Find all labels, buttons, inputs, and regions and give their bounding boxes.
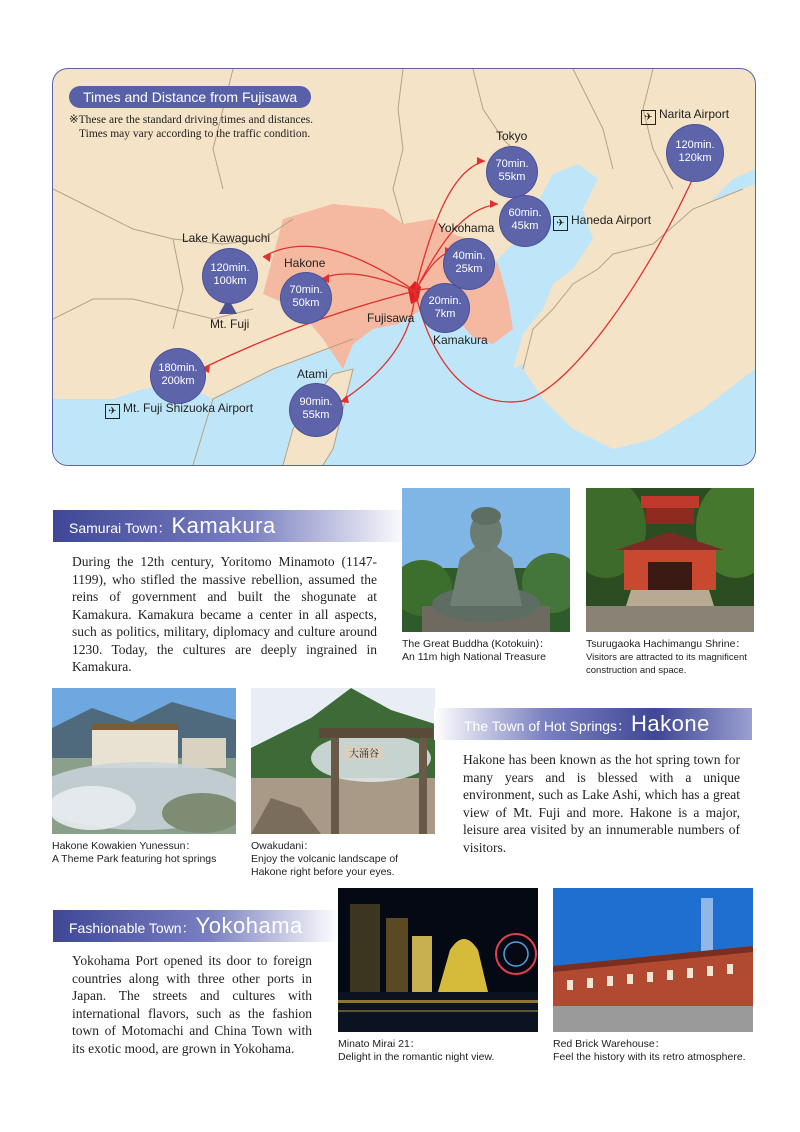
kawaguchi-time: 120min. xyxy=(210,262,250,274)
hakone-title: Hakone xyxy=(631,711,710,736)
owakudani-sign: 大涌谷 xyxy=(349,749,379,760)
red-brick-caption-line1: Red Brick Warehouse： xyxy=(553,1038,666,1050)
great-buddha-photo xyxy=(402,488,570,632)
owakudani-caption-line3: Hakone right before your eyes. xyxy=(251,866,395,878)
yokohama-subtitle: Fashionable Town： xyxy=(69,920,196,936)
airplane-icon: ✈ xyxy=(553,216,568,231)
yokohama-distance: 25km xyxy=(455,263,483,275)
narita-time: 120min. xyxy=(675,139,715,151)
hakone-distance: 50km xyxy=(292,297,320,309)
narita-label: ✈ Narita Airport xyxy=(641,107,729,125)
map-note xyxy=(69,113,313,141)
kamakura-text: During the 12th century, Yoritomo Minamoto (1147-1199), who stifled the massive rebellion, assumed the reins of government and built the shogunate at Kamakura. Kamakura became a center in all aspects, such as politics, military, diplomacy and culture around 1230. Today, the cultures are deeply ingrained in Kamakura. xyxy=(72,554,377,674)
great-buddha-caption-line2: An 11m high National Treasure xyxy=(402,651,546,663)
tokyo-pin xyxy=(487,147,537,197)
yokohama-banner xyxy=(53,910,339,942)
kawaguchi-distance: 100km xyxy=(213,275,247,287)
tokyo-label: Tokyo xyxy=(496,129,528,143)
haneda-distance: 45km xyxy=(511,220,539,232)
yunessun-image xyxy=(52,688,236,834)
mt-fuji-label: Mt. Fuji xyxy=(210,317,250,331)
airplane-icon: ✈ xyxy=(641,110,656,125)
owakudani-caption-line2: Enjoy the volcanic landscape of xyxy=(251,853,399,865)
narita-distance: 120km xyxy=(678,152,712,164)
shizuoka-time: 180min. xyxy=(158,362,198,374)
hachimangu-caption xyxy=(586,638,747,677)
hachimangu-caption-line3: construction and space. xyxy=(586,665,687,676)
yokohama-pin xyxy=(444,239,494,289)
great-buddha-caption xyxy=(402,638,550,664)
red-brick-photo xyxy=(553,888,753,1032)
hachimangu-image xyxy=(586,488,754,632)
haneda-time: 60min. xyxy=(508,207,542,219)
yokohama-time: 40min. xyxy=(452,250,486,262)
hakone-time: 70min. xyxy=(289,284,323,296)
kawaguchi-pin xyxy=(203,249,257,303)
owakudani-photo xyxy=(251,688,435,834)
distance-map xyxy=(52,68,756,466)
map-title: Times and Distance from Fujisawa xyxy=(69,86,311,108)
red-brick-image xyxy=(553,888,753,1032)
yunessun-photo xyxy=(52,688,236,834)
minato-mirai-caption-line1: Minato Mirai 21： xyxy=(338,1038,421,1050)
owakudani-caption-line1: Owakudani： xyxy=(251,840,315,852)
kamakura-distance: 7km xyxy=(434,308,456,320)
kamakura-time: 20min. xyxy=(428,295,462,307)
kamakura-banner xyxy=(53,510,409,542)
red-brick-caption xyxy=(553,1038,746,1064)
kamakura-title: Kamakura xyxy=(171,513,276,538)
minato-mirai-caption xyxy=(338,1038,494,1064)
hachimangu-caption-line2: Visitors are attracted to its magnificent xyxy=(586,652,747,663)
atami-label: Atami xyxy=(297,367,328,381)
great-buddha-image xyxy=(402,488,570,632)
red-brick-caption-line2: Feel the history with its retro atmosphere. xyxy=(553,1051,746,1063)
fujisawa-label: Fujisawa xyxy=(367,311,415,325)
kamakura-pin xyxy=(421,284,469,332)
hakone-text: Hakone has been known as the hot spring town for many years and is blessed with a unique environment, such as Lake Ashi, which has a great view of Mt. Fuji and more. Hakone is a major, leisure area visited by an innumerable numbers of visitors. xyxy=(463,752,740,855)
map-note-line2: Times may vary according to the traffic condition. xyxy=(79,128,311,140)
hachimangu-caption-line1: Tsurugaoka Hachimangu Shrine： xyxy=(586,638,746,650)
great-buddha-caption-line1: The Great Buddha (Kotokuin)： xyxy=(402,638,550,650)
kamakura-subtitle: Samurai Town： xyxy=(69,520,172,536)
narita-pin xyxy=(667,125,723,181)
minato-mirai-caption-line2: Delight in the romantic night view. xyxy=(338,1051,495,1063)
yunessun-caption-line2: A Theme Park featuring hot springs xyxy=(52,853,217,865)
haneda-pin xyxy=(500,196,550,246)
yunessun-caption xyxy=(52,840,216,866)
owakudani-image xyxy=(251,688,435,834)
hakone-banner xyxy=(434,708,752,740)
yokohama-title: Yokohama xyxy=(195,913,303,938)
hakone-label: Hakone xyxy=(284,256,326,270)
kawaguchi-label: Lake Kawaguchi xyxy=(182,231,271,245)
yokohama-text: Yokohama Port opened its door to foreign countries along with three other ports in Japan. The streets and cultures with international flavors, such as the fashion town of Motomachi and China Town with its exotic mood, are grown in Yokohama. xyxy=(72,953,312,1056)
hakone-pin xyxy=(281,273,331,323)
atami-time: 90min. xyxy=(299,396,333,408)
atami-distance: 55km xyxy=(302,409,330,421)
airplane-icon: ✈ xyxy=(105,404,120,419)
tokyo-time: 70min. xyxy=(495,158,529,170)
hachimangu-photo xyxy=(586,488,754,632)
haneda-label: ✈ Haneda Airport xyxy=(553,213,651,231)
map-note-line1: ※These are the standard driving times and distances. xyxy=(69,114,314,126)
yunessun-caption-line1: Hakone Kowakien Yunessun： xyxy=(52,840,196,852)
hakone-subtitle: The Town of Hot Springs： xyxy=(464,718,632,734)
atami-pin xyxy=(290,384,342,436)
minato-mirai-photo xyxy=(338,888,538,1032)
shizuoka-pin xyxy=(151,349,205,403)
kamakura-label: Kamakura xyxy=(433,333,488,347)
shizuoka-distance: 200km xyxy=(161,375,195,387)
minato-mirai-image xyxy=(338,888,538,1032)
tokyo-distance: 55km xyxy=(498,171,526,183)
shizuoka-label: ✈ Mt. Fuji Shizuoka Airport xyxy=(105,401,253,419)
owakudani-caption xyxy=(251,840,398,879)
yokohama-label: Yokohama xyxy=(438,221,495,235)
